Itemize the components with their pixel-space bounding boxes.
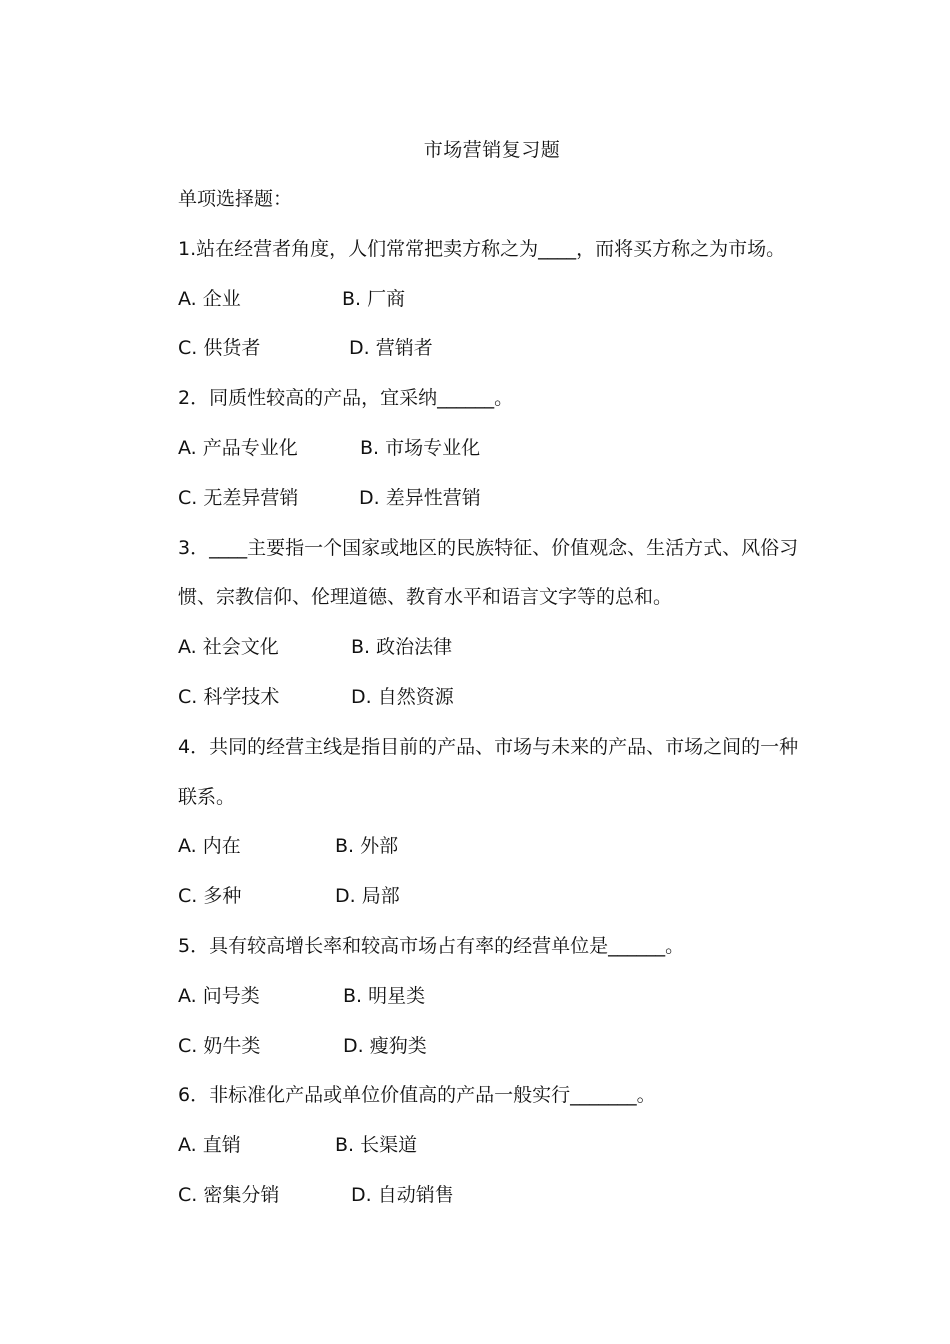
question-1 — [178, 236, 818, 362]
option-b: B. 市场专业化 — [360, 436, 481, 459]
option-row — [178, 286, 818, 312]
question-text: 4．共同的经营主线是指目前的产品、市场与未来的产品、市场之间的一种 — [178, 735, 799, 758]
question-4 — [178, 734, 818, 909]
section-heading: 单项选择题： — [178, 188, 293, 210]
option-row — [178, 1033, 818, 1059]
option-b: B. 明星类 — [343, 984, 426, 1007]
option-c: C. 奶牛类 — [178, 1034, 261, 1057]
option-d: D. 差异性营销 — [359, 486, 481, 509]
option-a: A. 问号类 — [178, 984, 260, 1007]
option-row — [178, 634, 818, 660]
option-row — [178, 983, 818, 1009]
option-c: C. 无差异营销 — [178, 486, 299, 509]
option-d: D. 局部 — [335, 885, 400, 908]
option-b: B. 厂商 — [342, 287, 406, 310]
option-a: A. 产品专业化 — [178, 436, 298, 459]
question-text-continued: 联系。 — [178, 785, 236, 808]
question-text: 5．具有较高增长率和较高市场占有率的经营单位是______。 — [178, 934, 685, 957]
option-a: A. 直销 — [178, 1134, 241, 1157]
option-a: A. 社会文化 — [178, 636, 279, 659]
option-row — [178, 1132, 818, 1158]
option-b: B. 外部 — [335, 835, 399, 858]
option-c: C. 科学技术 — [178, 685, 280, 708]
option-row — [178, 1182, 818, 1208]
option-row — [178, 435, 818, 461]
document-title: 市场营销复习题 — [423, 139, 561, 161]
option-row — [178, 833, 818, 859]
option-b: B. 政治法律 — [351, 636, 453, 659]
option-d: D. 自动销售 — [351, 1183, 454, 1206]
document-body — [178, 186, 818, 1232]
option-b: B. 长渠道 — [335, 1134, 418, 1157]
option-c: C. 密集分销 — [178, 1183, 280, 1206]
question-text: 2．同质性较高的产品，宜采纳______。 — [178, 387, 514, 410]
option-c: C. 多种 — [178, 885, 242, 908]
option-d: D. 瘦狗类 — [343, 1034, 427, 1057]
option-row — [178, 684, 818, 710]
option-row — [178, 883, 818, 909]
option-c: C. 供货者 — [178, 337, 261, 360]
option-d: D. 自然资源 — [351, 685, 454, 708]
option-row — [178, 485, 818, 511]
option-a: A. 企业 — [178, 287, 241, 310]
option-a: A. 内在 — [178, 835, 241, 858]
option-row — [178, 335, 818, 361]
question-text: 6．非标准化产品或单位价值高的产品一般实行_______。 — [178, 1084, 656, 1107]
question-text: 1.站在经营者角度，人们常常把卖方称之为____，而将买方称之为市场。 — [178, 237, 786, 260]
question-5 — [178, 933, 818, 1059]
question-3 — [178, 535, 818, 710]
question-6 — [178, 1082, 818, 1208]
question-text: 3．____主要指一个国家或地区的民族特征、价值观念、生活方式、风俗习 — [178, 536, 799, 559]
question-text-continued: 惯、宗教信仰、伦理道德、教育水平和语言文字等的总和。 — [178, 586, 673, 609]
question-2 — [178, 385, 818, 511]
option-d: D. 营销者 — [349, 337, 433, 360]
